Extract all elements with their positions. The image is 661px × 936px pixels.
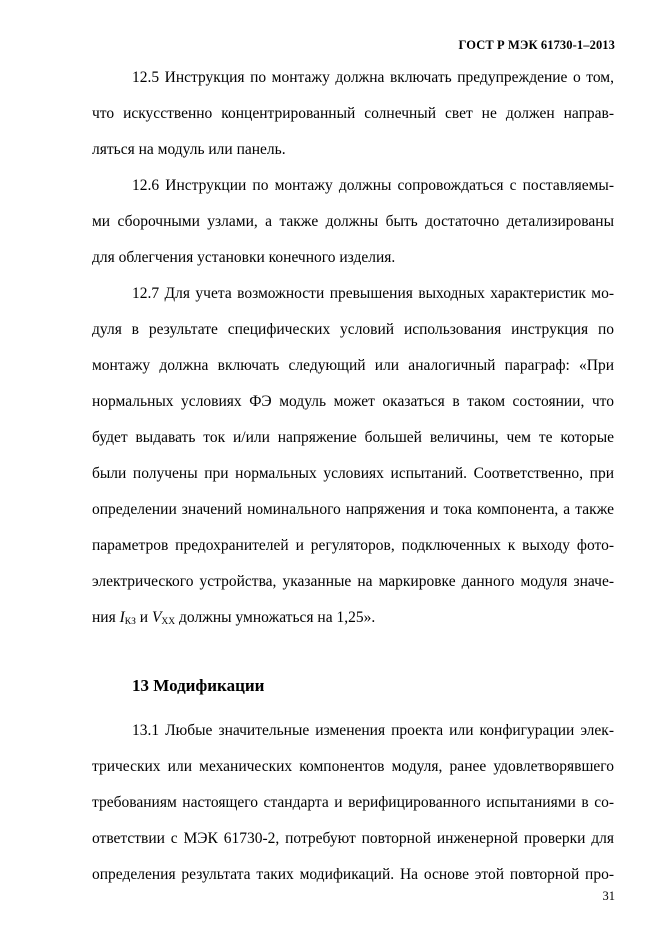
paragraph-12-6-line-3: для облегчения установки конечного изделия. (92, 249, 396, 266)
voltage-subscript: ХХ (161, 617, 176, 627)
paragraph-12-5-line-3: ляться на модуль или панель. (92, 141, 286, 158)
paragraph-13-1-line-4: ответствии с МЭК 61730-2, потребуют повторной инженерной проверки для (92, 830, 614, 847)
paragraph-12-6-line-1: 12.6 Инструкции по монтажу должны сопровождаться с поставляемы- (132, 177, 614, 194)
section-13-text (92, 713, 614, 893)
page-number: 31 (602, 889, 615, 903)
line-suffix: должны умножаться на 1,25». (175, 609, 376, 626)
paragraph-12-7-line-9: электрического устройства, указанные на маркировке данного модуля значе- (92, 573, 614, 590)
paragraph-12-7-line-6: были получены при нормальных условиях испытаний. Соответственно, при (92, 465, 614, 482)
paragraph-12-7-line-3: монтажу должна включать следующий или аналогичный параграф: «При (92, 357, 614, 374)
current-subscript: КЗ (124, 617, 136, 627)
paragraph-13-1-line-5: определения результата таких модификаций. На основе этой повторной про- (92, 866, 614, 883)
paragraph-12-5-line-2: что искусственно концентрированный солнечный свет не должен направ- (92, 105, 614, 122)
section-13-heading: 13 Модификации (132, 676, 265, 695)
line-prefix: ния (92, 609, 120, 626)
paragraph-13-1-line-2: трических или механических компонентов модуля, ранее удовлетворявшего (92, 758, 614, 775)
line-middle: и (135, 609, 152, 626)
paragraph-12-7-line-8: параметров предохранителей и регуляторов, подключенных к выходу фото- (92, 537, 614, 554)
paragraph-12-7-line-4: нормальных условиях ФЭ модуль может оказаться в таком состоянии, что (92, 393, 614, 410)
paragraph-12-5-line-1: 12.5 Инструкция по монтажу должна включать предупреждение о том, (132, 69, 614, 86)
paragraph-12-7-line-5: будет выдавать ток и/или напряжение большей величины, чем те которые (92, 429, 614, 446)
paragraph-13-1-line-3: требованиям настоящего стандарта и верифицированного испытаниями в со- (92, 794, 614, 811)
paragraph-13-1-line-1: 13.1 Любые значительные изменения проекта или конфигурации элек- (132, 722, 614, 739)
voltage-variable: V (151, 609, 162, 626)
current-variable: I (119, 609, 125, 626)
paragraph-12-7-line-7: определении значений номинального напряжения и тока компонента, а также (92, 501, 614, 518)
document-header: ГОСТ Р МЭК 61730-1–2013 (458, 38, 615, 52)
paragraph-12-6-line-2: ми сборочными узлами, а также должны быть достаточно детализированы (92, 213, 614, 230)
paragraph-12-7-line-1: 12.7 Для учета возможности превышения выходных характеристик мо- (132, 285, 614, 302)
paragraph-12-7-line-10 (92, 600, 614, 636)
section-12-text (92, 60, 614, 636)
paragraph-12-7-line-2: дуля в результате специфических условий использования инструкция по (92, 321, 614, 338)
